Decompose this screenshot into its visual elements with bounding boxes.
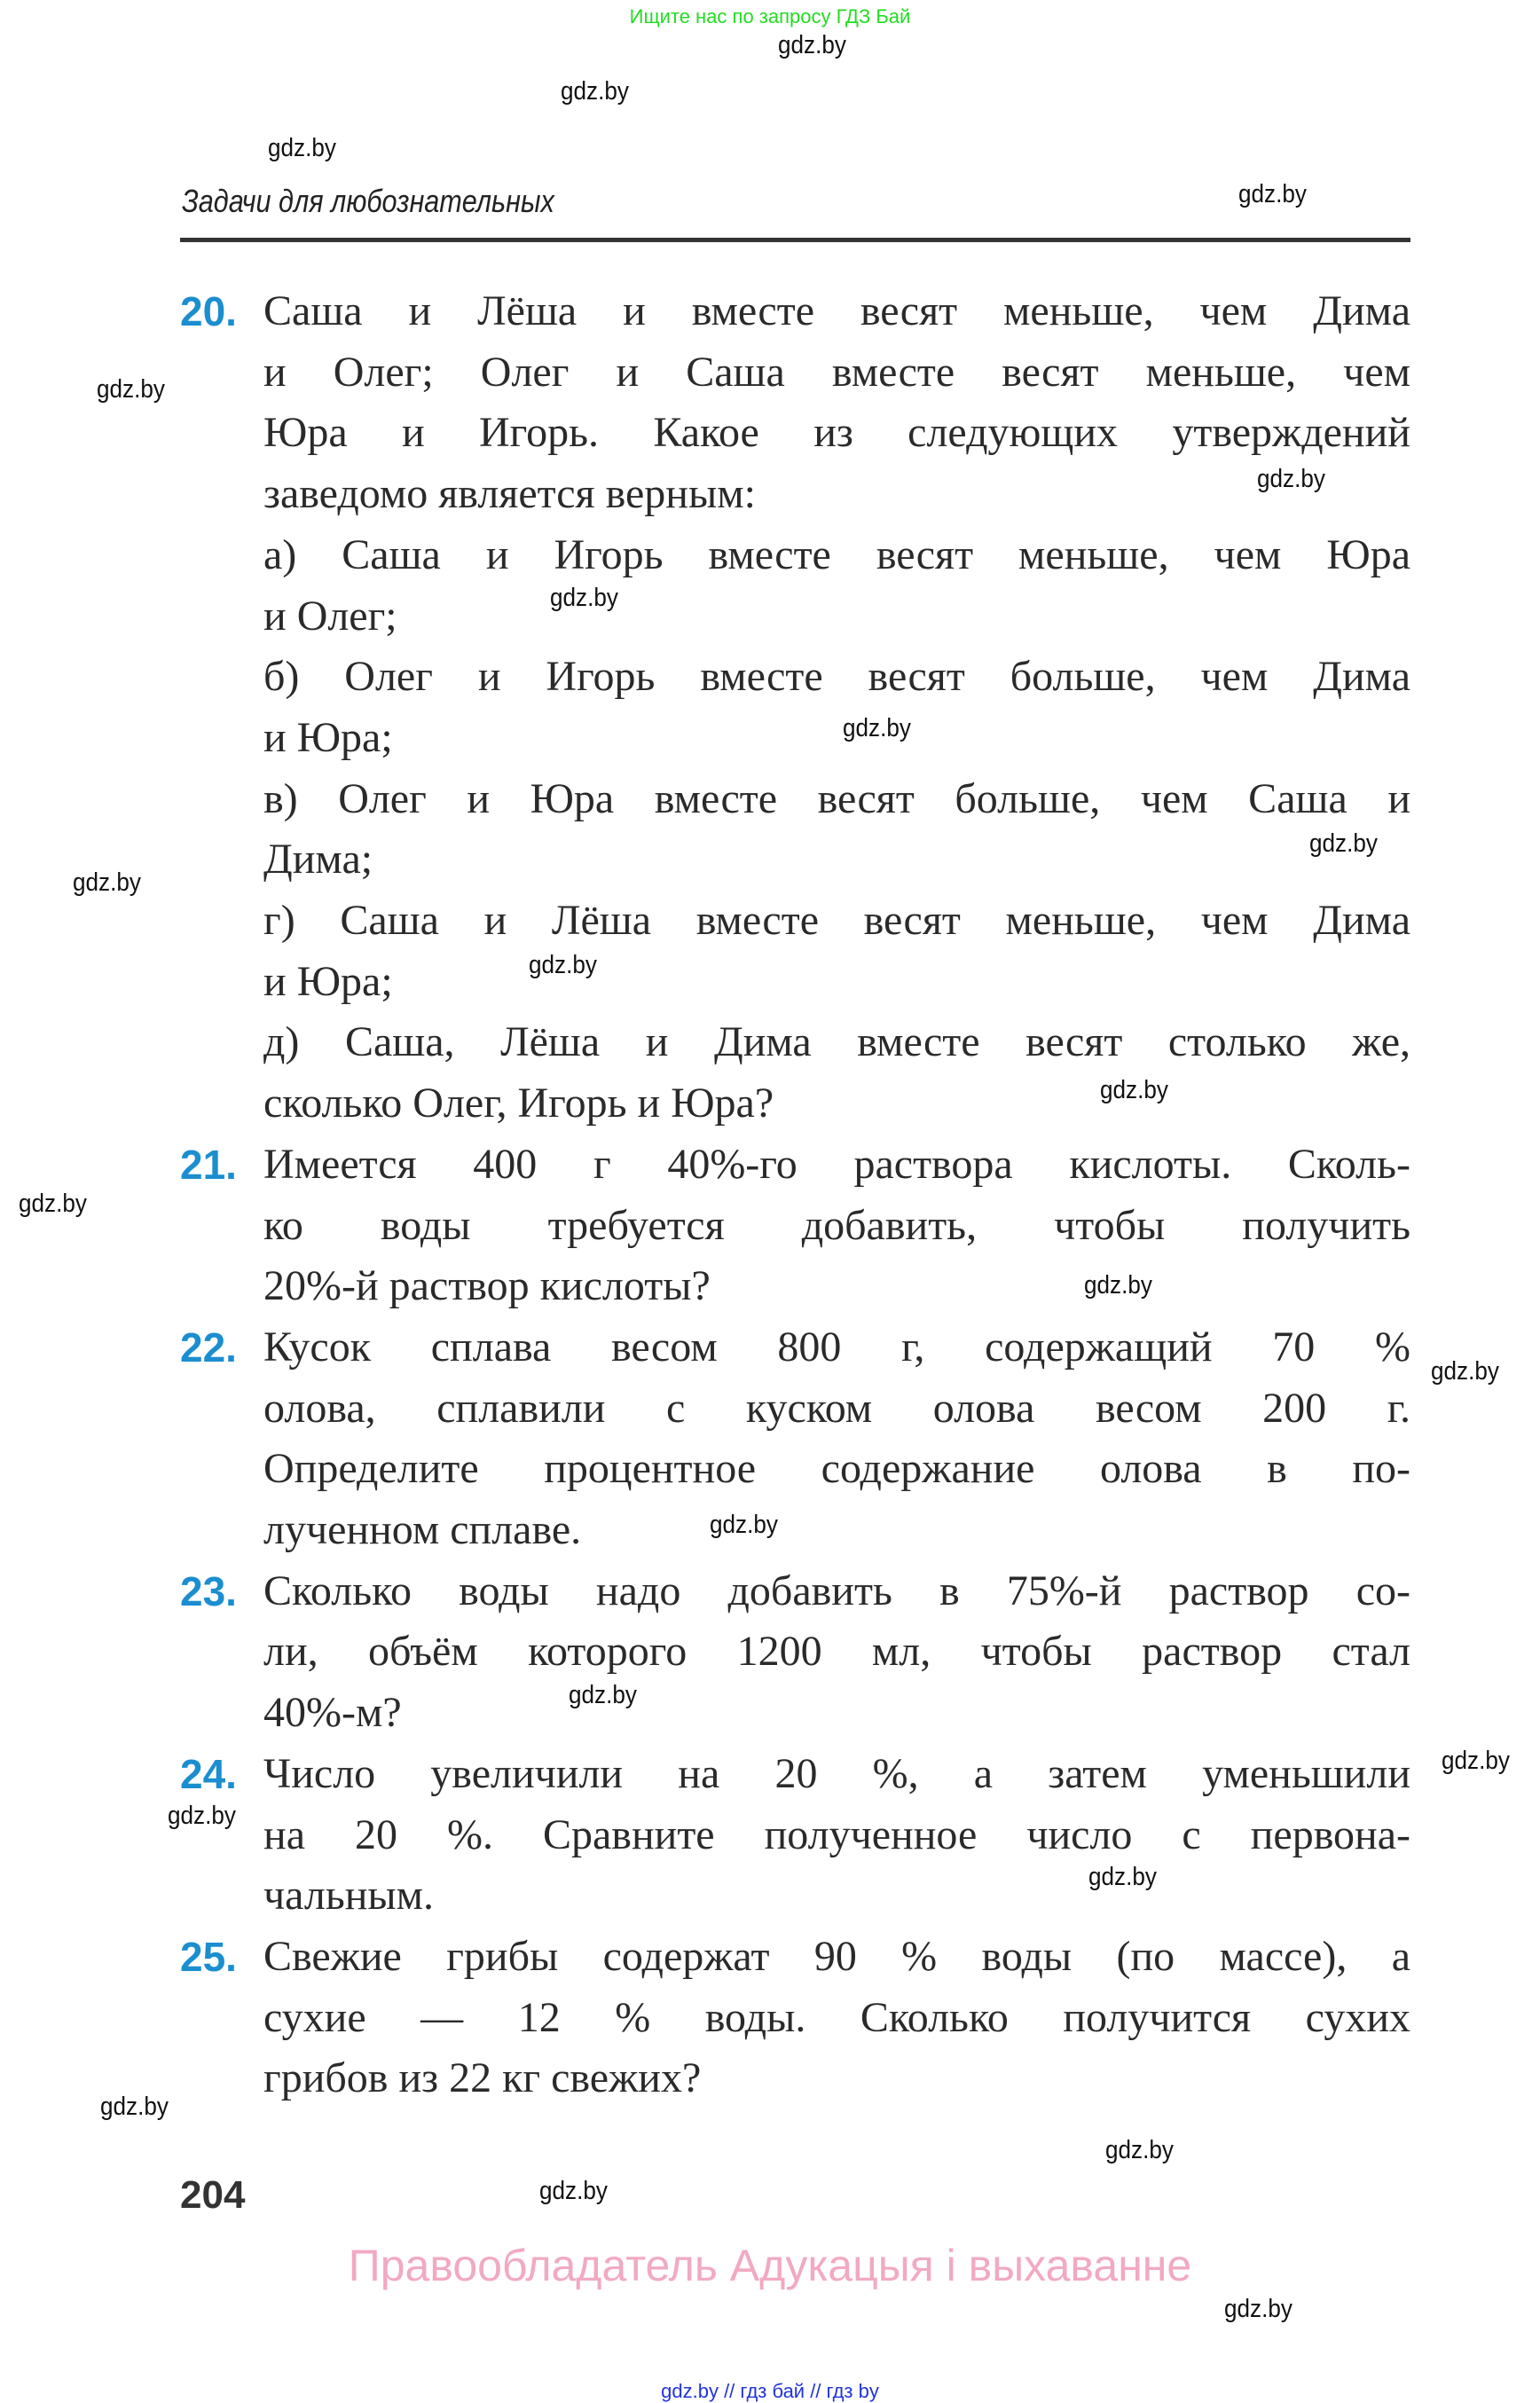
watermark-text: gdz.by xyxy=(168,1802,236,1830)
problem-text-line: лученном сплаве. xyxy=(263,1506,582,1553)
problem-number: 24. xyxy=(180,1750,237,1797)
problem-text-line: на 20 %. Сравните полученное число с первона- xyxy=(263,1810,1410,1858)
problem-text-line: д) Саша, Лёша и Дима вместе весят столько же, xyxy=(263,1018,1410,1066)
watermark-text: gdz.by xyxy=(73,868,141,897)
problem-text-line: Имеется 400 г 40%-го раствора кислоты. Сколь- xyxy=(263,1140,1410,1188)
copyright-notice: Правообладатель Адукацыя і выхаванне xyxy=(348,2241,1192,2290)
problem-text-line: 40%-м? xyxy=(263,1689,402,1737)
watermark-text: gdz.by xyxy=(1100,1076,1168,1104)
watermark-text: gdz.by xyxy=(100,2093,169,2121)
watermark-text: gdz.by xyxy=(1442,1747,1510,1775)
watermark-text: gdz.by xyxy=(1105,2136,1174,2164)
problem-text-line: и Олег; xyxy=(263,592,397,640)
problem-text-line: Свежие грибы содержат 90 % воды (по массе), а xyxy=(263,1932,1410,1980)
problem-text-line: Число увеличили на 20 %, а затем уменьшили xyxy=(263,1749,1410,1797)
problem-text-line: и Юра; xyxy=(263,957,393,1005)
problem-text-line: чальным. xyxy=(263,1872,435,1920)
section-title: Задачи для любознательных xyxy=(182,183,554,219)
problem-text-line: и Олег; Олег и Саша вместе весят меньше, чем xyxy=(263,348,1410,396)
watermark-text: gdz.by xyxy=(710,1511,778,1539)
problem-text-line: и Юра; xyxy=(263,713,393,761)
watermark-text: gdz.by xyxy=(561,77,629,106)
header-divider xyxy=(180,238,1410,242)
watermark-text: gdz.by xyxy=(1257,465,1325,493)
watermark-text: gdz.by xyxy=(778,31,846,59)
bottom-links[interactable]: gdz.by // гдз бай // гдз by xyxy=(661,2380,879,2402)
problem-number: 25. xyxy=(180,1933,237,1980)
problem-number: 21. xyxy=(180,1141,237,1188)
problem-text-line: Дима; xyxy=(263,836,373,883)
problem-number: 20. xyxy=(180,288,237,334)
problem-text-line: а) Саша и Игорь вместе весят меньше, чем Юра xyxy=(263,530,1410,578)
problem-text-line: ко воды требуется добавить, чтобы получить xyxy=(263,1201,1410,1249)
watermark-text: gdz.by xyxy=(1238,180,1307,208)
watermark-text: gdz.by xyxy=(843,714,911,742)
problem-text-line: заведомо является верным: xyxy=(263,470,756,518)
watermark-text: gdz.by xyxy=(529,951,597,979)
watermark-text: gdz.by xyxy=(550,584,618,612)
problem-text-line: сухие — 12 % воды. Сколько получится сухих xyxy=(263,1993,1410,2041)
problem-text-line: Определите процентное содержание олова в по- xyxy=(263,1445,1410,1493)
watermark-text: gdz.by xyxy=(569,1681,637,1709)
page-number: 204 xyxy=(180,2173,246,2217)
watermark-text: gdz.by xyxy=(1088,1863,1157,1891)
problem-text-line: ли, объём которого 1200 мл, чтобы раствор стал xyxy=(263,1628,1410,1676)
watermark-text: gdz.by xyxy=(539,2177,608,2205)
problem-text-line: Кусок сплава весом 800 г, содержащий 70 % xyxy=(263,1323,1410,1370)
problem-text-line: Саша и Лёша и вместе весят меньше, чем Дима xyxy=(263,287,1410,334)
problem-text-line: в) Олег и Юра вместе весят больше, чем Саша и xyxy=(263,774,1410,822)
problem-text-line: 20%-й раствор кислоты? xyxy=(263,1262,711,1310)
watermark-text: gdz.by xyxy=(1224,2295,1292,2323)
problem-text-line: г) Саша и Лёша вместе весят меньше, чем Дима xyxy=(263,897,1410,944)
problem-text-line: б) Олег и Игорь вместе весят больше, чем Дима xyxy=(263,653,1410,701)
problem-number: 23. xyxy=(180,1567,237,1614)
problem-text-line: Сколько воды надо добавить в 75%-й раствор со- xyxy=(263,1567,1410,1614)
watermark-text: gdz.by xyxy=(1309,829,1378,858)
problem-text-line: грибов из 22 кг свежих? xyxy=(263,2054,702,2102)
watermark-text: gdz.by xyxy=(19,1190,87,1218)
problem-text-line: Юра и Игорь. Какое из следующих утверждений xyxy=(263,409,1410,457)
problem-text-line: сколько Олег, Игорь и Юра? xyxy=(263,1080,774,1127)
watermark-text: gdz.by xyxy=(1431,1357,1499,1386)
problem-text-line: олова, сплавили с куском олова весом 200 г. xyxy=(263,1384,1410,1432)
watermark-text: gdz.by xyxy=(268,134,336,162)
watermark-text: gdz.by xyxy=(1084,1271,1152,1300)
watermark-text: gdz.by xyxy=(97,375,165,404)
problem-number: 22. xyxy=(180,1323,237,1370)
top-banner-link[interactable]: Ищите нас по запросу ГДЗ Бай xyxy=(629,5,911,27)
